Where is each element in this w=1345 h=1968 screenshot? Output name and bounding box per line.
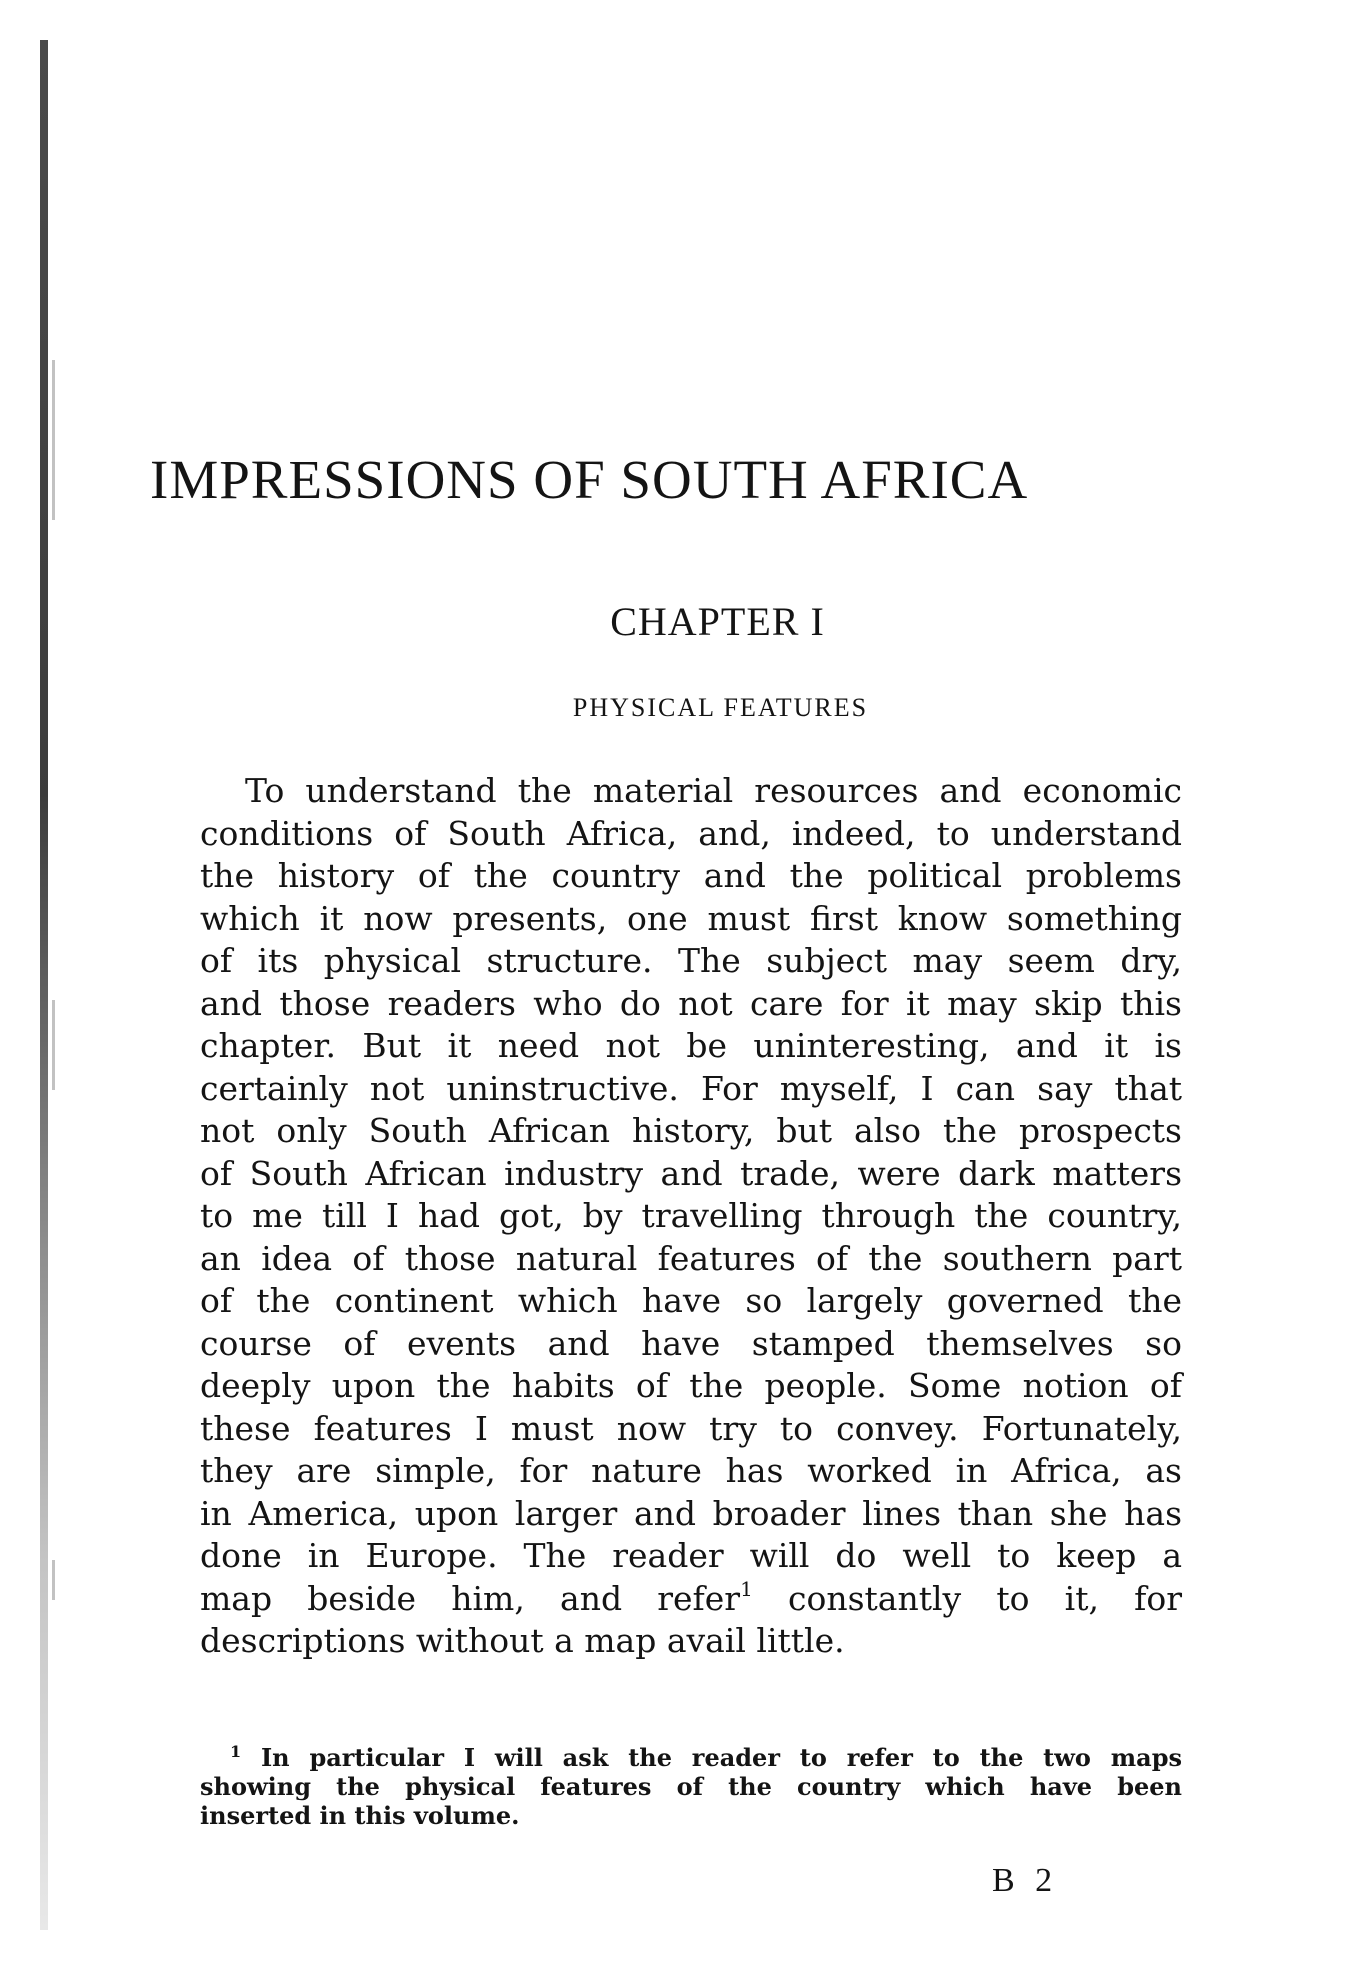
body-line: certainly not uninstructive. For myself, I can say that [200,1068,1182,1108]
footnote-line: inserted in this volume. [200,1801,520,1830]
footnote-text: In particular I will ask the reader to refer to the two maps [241,1743,1182,1772]
body-line: conditions of South Africa, and, indeed, to understand [200,813,1182,853]
body-line: course of events and have stamped themselves so [200,1323,1182,1363]
footnote-line: showing the physical features of the country which have been [200,1772,1182,1801]
body-line: they are simple, for nature has worked in Africa, as [200,1451,1182,1490]
body-line: done in Europe. The reader will do well to keep a [200,1536,1182,1575]
footnote-mark: 1 [230,1742,242,1761]
body-line: not only South African history, but also the prospects [200,1111,1182,1150]
body-line: of South African industry and trade, were dark matters [200,1153,1182,1193]
body-line: chapter. But it need not be uninteresting, and it is [200,1026,1182,1065]
footnote [200,1743,1182,1830]
footnote-line [200,1743,1182,1772]
chapter-body-paragraph [200,770,1182,1663]
book-title: IMPRESSIONS OF SOUTH AFRICA [150,449,1029,510]
body-line: these features I must now try to convey. Fortunately, [200,1408,1182,1448]
body-line: an idea of those natural features of the southern part [200,1238,1182,1278]
printer-signature-mark: B 2 [992,1862,1059,1899]
body-line: and those readers who do not care for it may skip this [200,983,1182,1023]
body-line: To understand the material resources and economic [245,771,1182,810]
body-line: deeply upon the habits of the people. Some notion of [200,1366,1182,1405]
chapter-number: CHAPTER I [610,599,825,644]
body-line-text: map beside him, and refer [200,1578,741,1618]
body-line: of its physical structure. The subject may seem dry, [200,941,1182,980]
body-line: which it now presents, one must first know something [200,898,1182,938]
body-line: the history of the country and the political problems [200,856,1182,895]
chapter-title: PHYSICAL FEATURES [572,693,869,722]
footnote-reference-mark: 1 [740,1576,753,1601]
body-line-text: constantly to it, for [752,1578,1183,1618]
body-line: of the continent which have so largely governed the [200,1281,1182,1320]
body-line: descriptions without a map avail little. [200,1621,845,1660]
body-line: in America, upon larger and broader lines than she has [200,1493,1182,1533]
body-line-with-footnote-ref [200,1578,1182,1621]
body-line: to me till I had got, by travelling through the country, [200,1196,1182,1235]
